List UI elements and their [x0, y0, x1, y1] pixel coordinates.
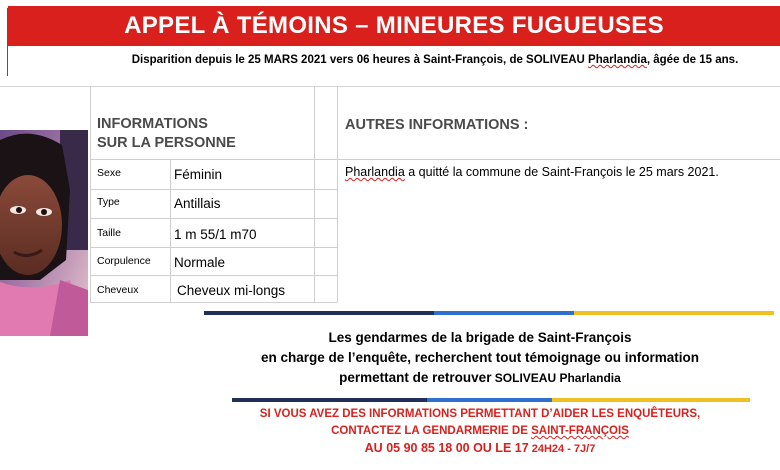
gendarmes-message [200, 328, 760, 388]
info-title-line1: INFORMATIONS [97, 116, 208, 132]
bar-segment-blue [434, 311, 574, 315]
gendarmes-line3 [200, 368, 760, 388]
missing-person-photo [0, 130, 88, 336]
subtitle-after: , âgée de 15 ans. [646, 54, 739, 66]
row-label-type: Type [97, 196, 120, 208]
row-label-corpulence: Corpulence [97, 255, 151, 267]
call-au: AU [364, 441, 387, 455]
call-ou: OU LE [469, 441, 515, 455]
tricolor-bar-bottom [232, 398, 750, 402]
autres-text [345, 165, 719, 179]
call-to-action [200, 406, 760, 458]
call-line1: SI VOUS AVEZ DES INFORMATIONS PERMETTANT D’AIDER LES ENQUÊTEURS, [259, 408, 701, 420]
bar-segment-yellow [574, 311, 774, 315]
gendarmes-line3-pre: permettant de retrouver [339, 370, 492, 385]
table-line [90, 247, 337, 248]
autres-section-title: AUTRES INFORMATIONS : [345, 117, 529, 133]
row-value-corpulence: Normale [174, 255, 226, 270]
table-line [90, 218, 337, 219]
banner-title: APPEL À TÉMOINS – MINEURES FUGUEUSES [8, 6, 780, 46]
table-line [337, 86, 338, 302]
subtitle-before: Disparition depuis le 25 MARS 2021 vers 06 heures à Saint-François, de SOLIVEAU [131, 54, 589, 66]
bar-segment-yellow [552, 398, 750, 402]
table-line [90, 189, 337, 190]
row-label-cheveux: Cheveux [97, 284, 139, 296]
table-line [90, 275, 337, 276]
bar-segment-navy [232, 398, 427, 402]
subtitle [0, 54, 780, 66]
table-line [90, 302, 337, 303]
autres-name: Pharlandia [345, 165, 405, 179]
row-label-taille: Taille [97, 227, 121, 239]
gendarmes-line1: Les gendarmes de la brigade de Saint-François [328, 330, 632, 345]
bar-segment-navy [204, 311, 434, 315]
phone-number: 05 90 85 18 00 [386, 441, 470, 455]
table-line [314, 86, 315, 302]
call-line3 [200, 440, 760, 458]
call-town: SAINT-FRANÇOIS [531, 425, 629, 437]
info-title-line2: SUR LA PERSONNE [97, 135, 236, 151]
subtitle-first-name: Pharlandia [588, 54, 647, 66]
bar-segment-blue [427, 398, 552, 402]
row-label-sexe: Sexe [97, 167, 121, 179]
row-value-cheveux: Cheveux mi-longs [177, 283, 286, 298]
gendarmes-line2: en charge de l’enquête, recherchent tout témoignage ou information [260, 350, 700, 365]
row-value-type: Antillais [174, 196, 221, 211]
table-line [90, 159, 780, 160]
tricolor-bar-top [204, 311, 774, 315]
row-value-sexe: Féminin [174, 167, 223, 182]
call-hours: 24H24 - 7J/7 [528, 443, 596, 455]
call-line2 [200, 423, 760, 440]
table-line [170, 160, 171, 302]
top-divider [0, 86, 780, 87]
autres-sentence: a quitté la commune de Saint-François le 25 mars 2021. [404, 165, 719, 179]
gendarmes-line3-name: SOLIVEAU Pharlandia [491, 371, 621, 385]
call-line2-pre: CONTACTEZ LA GENDARMERIE DE [331, 425, 532, 437]
info-section-title [97, 115, 287, 153]
emergency-number: 17 [514, 441, 529, 455]
table-line [90, 86, 91, 302]
row-value-taille: 1 m 55/1 m70 [174, 227, 257, 242]
